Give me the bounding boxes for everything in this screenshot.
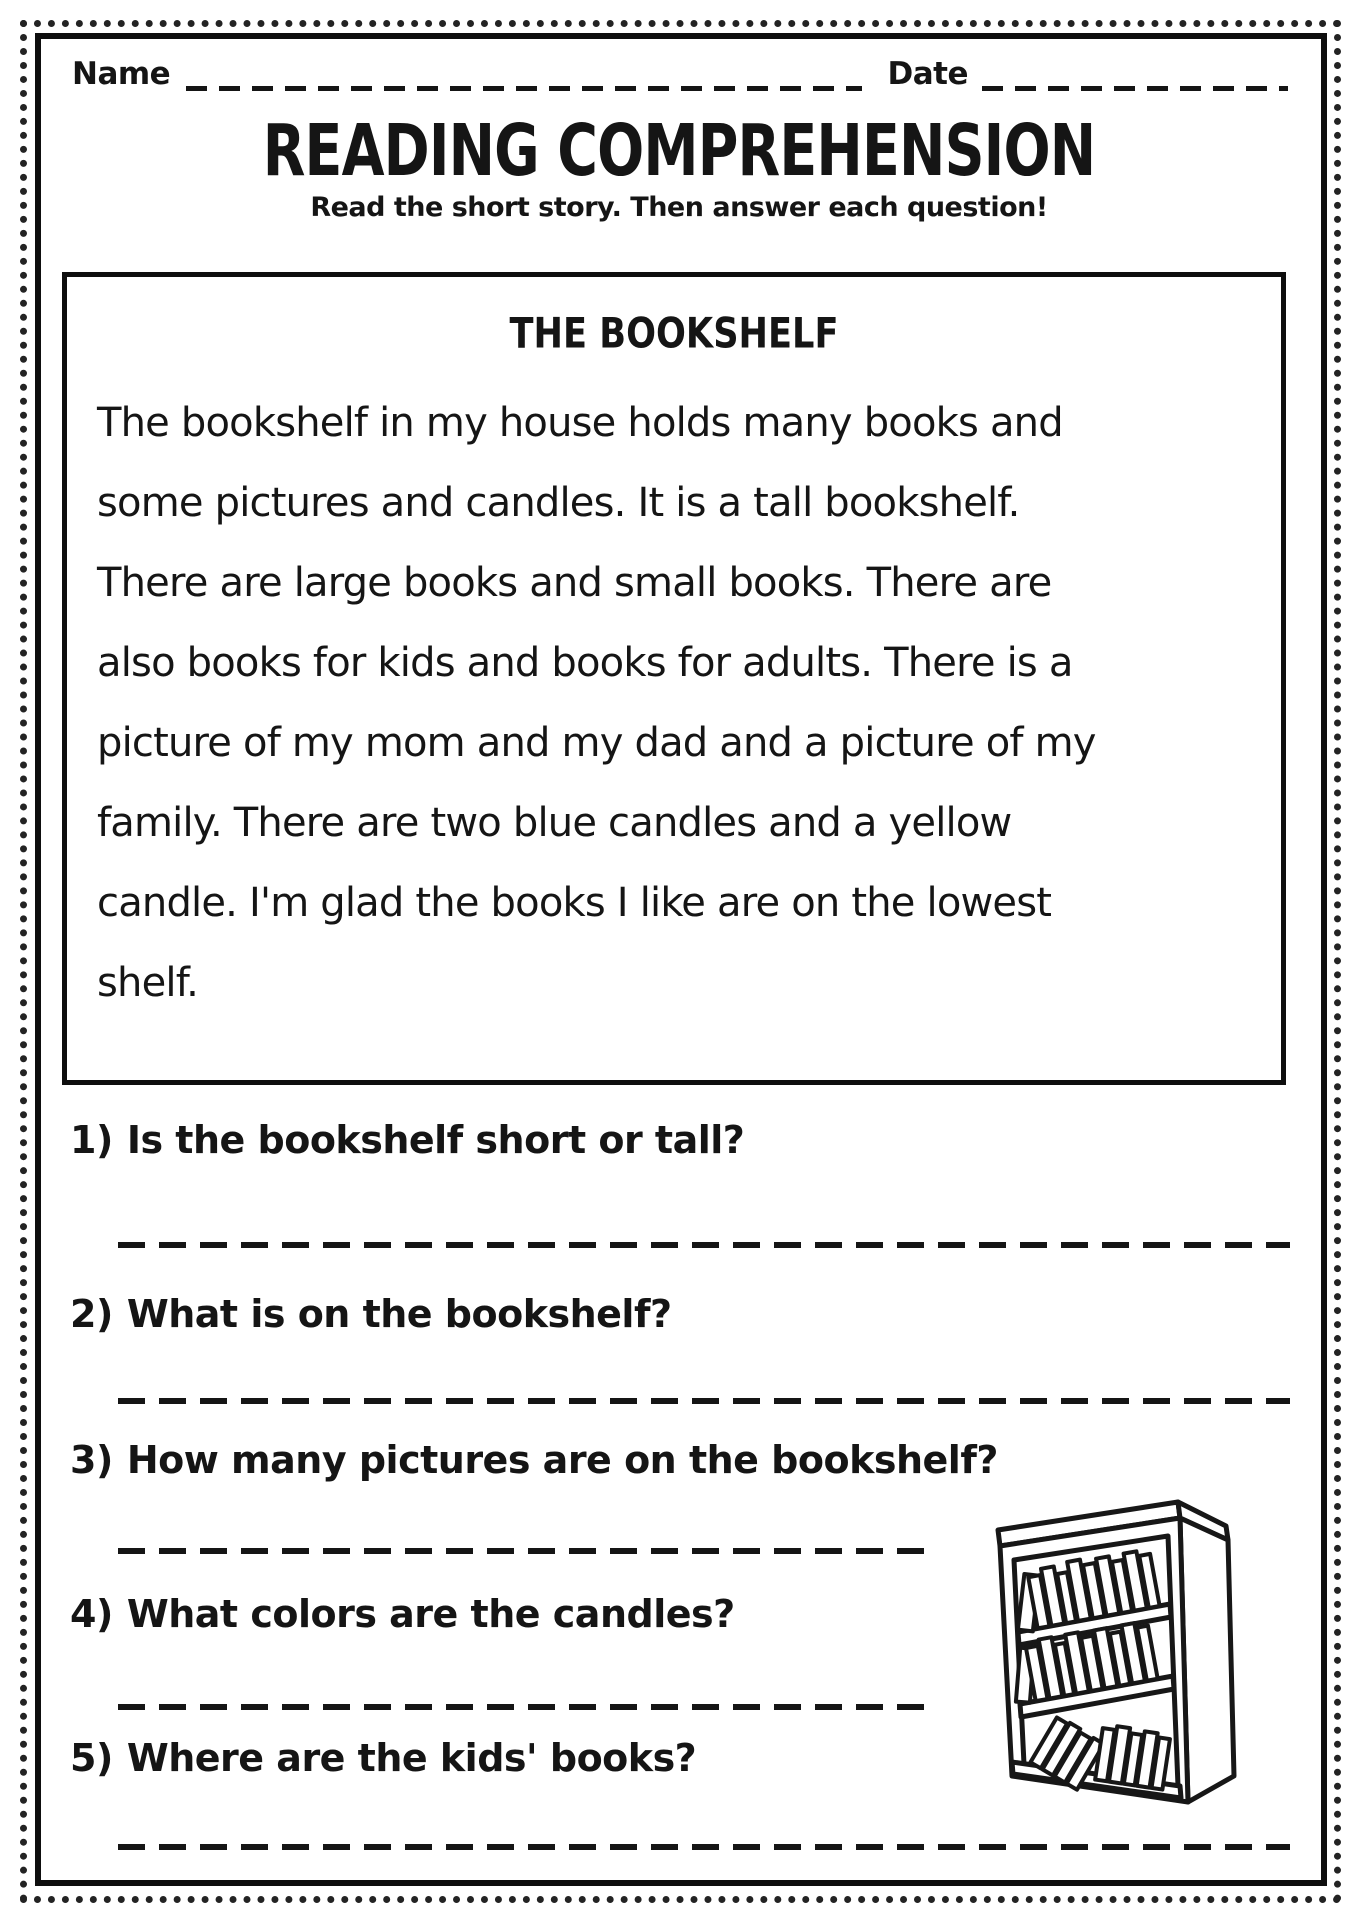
question-1-number: 1) <box>70 1118 113 1162</box>
answer-line-2 <box>118 1398 1290 1404</box>
question-2-text: What is on the bookshelf? <box>126 1292 672 1336</box>
question-1 <box>70 1118 744 1162</box>
answer-line-3 <box>118 1548 936 1554</box>
story-box <box>62 272 1286 1085</box>
worksheet-subtitle: Read the short story. Then answer each question! <box>310 192 1048 223</box>
question-4-text: What colors are the candles? <box>126 1592 735 1636</box>
story-line: some pictures and candles. It is a tall bookshelf. <box>97 480 1020 526</box>
question-2-number: 2) <box>70 1292 113 1336</box>
question-4-number: 4) <box>70 1592 113 1636</box>
question-3-text: How many pictures are on the bookshelf? <box>126 1438 998 1482</box>
answer-line-5 <box>118 1844 1290 1850</box>
date-blank-line <box>982 86 1288 91</box>
story-line: family. There are two blue candles and a yellow <box>97 800 1012 846</box>
story-line: The bookshelf in my house holds many books and <box>97 400 1063 446</box>
question-5-number: 5) <box>70 1736 113 1780</box>
worksheet-title: READING COMPREHENSION <box>262 108 1096 193</box>
story-line: shelf. <box>97 960 199 1006</box>
name-blank-line <box>186 86 861 91</box>
story-line: picture of my mom and my dad and a picture of my <box>97 720 1096 766</box>
story-line: There are large books and small books. There are <box>97 560 1052 606</box>
story-text <box>67 383 1281 1023</box>
answer-line-1 <box>118 1242 1290 1248</box>
question-5 <box>70 1736 696 1780</box>
question-3 <box>70 1438 998 1482</box>
answer-line-4 <box>118 1704 936 1710</box>
date-label: Date <box>887 56 968 92</box>
question-1-text: Is the bookshelf short or tall? <box>126 1118 745 1162</box>
story-title: THE BOOKSHELF <box>509 309 839 359</box>
story-line: candle. I'm glad the books I like are on the lowest <box>97 880 1052 926</box>
bookshelf-illustration <box>988 1484 1260 1814</box>
question-2 <box>70 1292 672 1336</box>
story-line: also books for kids and books for adults. There is a <box>97 640 1073 686</box>
question-5-text: Where are the kids' books? <box>126 1736 697 1780</box>
question-3-number: 3) <box>70 1438 113 1482</box>
name-label: Name <box>72 56 171 92</box>
header-row <box>72 56 1288 92</box>
question-4 <box>70 1592 735 1636</box>
